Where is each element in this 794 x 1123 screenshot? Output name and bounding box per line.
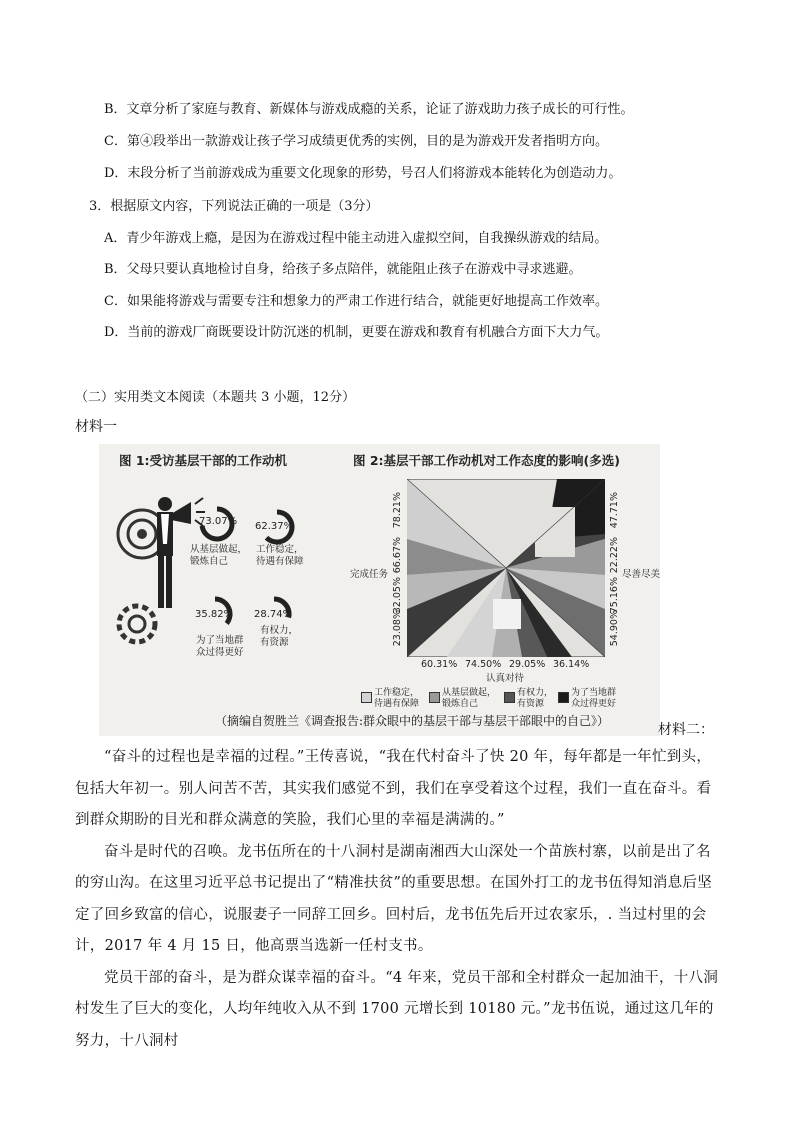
survey-figure — [99, 444, 660, 736]
fig2-right-value-1: 47.71% — [609, 492, 620, 529]
paragraph-3: 党员干部的奋斗，是为群众谋幸福的奋斗。“4 年来，党员干部和全村群众一起加油干，十八洞村发生了巨大的变化，人均年纯收入从不到 1700 元增长到 10180 元。”龙书伍说，通过这几年的努力，十八洞村 — [75, 969, 719, 1049]
q2-option-d: D．末段分析了当前游戏成为重要文化现象的形势，号召人们将游戏本能转化为创造动力。 — [104, 166, 622, 181]
legend-label-2: 从基层做起， 锻炼自己 — [442, 688, 497, 709]
figure1-gauges — [99, 444, 349, 736]
legend-label-3: 有权力， 有资源 — [517, 688, 554, 709]
fig2-bottom-value-3: 29.05% — [509, 659, 546, 670]
fig2-bottom-axis-label: 认真对待 — [486, 673, 525, 684]
q3-option-d: D．当前的游戏厂商既要设计防沉迷的机制，更要在游戏和教育有机融合方面下大力气。 — [104, 325, 609, 340]
fig2-left-value-4: 23.08% — [392, 610, 403, 647]
material1-label: 材料一 — [75, 419, 117, 435]
q3-option-c: C．如果能将游戏与需要专注和想象力的严肃工作进行结合，就能更好地提高工作效率。 — [104, 294, 608, 309]
fig2-left-value-1: 78.21% — [392, 492, 403, 529]
legend-label-4: 为了当地群 众过得更好 — [571, 688, 617, 709]
fig2-left-value-2: 66.67% — [392, 537, 403, 574]
figure1-caption-1: 从基层做起， 锻炼自己 — [190, 544, 248, 567]
fig2-bottom-value-2: 74.50% — [465, 659, 502, 670]
section-heading: （二）实用类文本阅读（本题共 3 小题，12分） — [75, 390, 356, 405]
fig2-right-value-3: 75.16% — [609, 577, 620, 614]
fig2-right-value-2: 22.22% — [609, 537, 620, 574]
fig2-right-axis-label: 尽善尽美 — [622, 569, 660, 580]
material2-body — [75, 742, 723, 1057]
figure1-pct-2: 62.37% — [255, 521, 294, 532]
legend-swatch-2 — [429, 692, 440, 703]
paragraph-1: “奋斗的过程也是幸福的过程。”王传喜说，“我在代村奋斗了快 20 年，每年都是一年忙到头，包括大年初一。别人问苦不苦，其实我们感觉不到，我们在享受着这个过程，我们一直在奋斗。看到群众期盼的目光和群众满意的笑脸，我们心里的幸福是满满的。” — [75, 749, 712, 828]
figure1-caption-3: 为了当地群 众过得更好 — [196, 635, 244, 658]
figure1-pct-4: 28.74% — [254, 609, 293, 620]
figure1-caption-4: 有权力， 有资源 — [260, 625, 299, 648]
figure2-title: 图 2:基层干部工作动机对工作态度的影响(多选) — [353, 453, 620, 468]
material2-label: 材料二： — [658, 722, 714, 738]
figure1-caption-2: 工作稳定， 待遇有保障 — [256, 544, 304, 567]
fig2-right-value-4: 54.90% — [609, 610, 620, 647]
fig2-bottom-value-1: 60.31% — [421, 659, 458, 670]
figure1-title: 图 1:受访基层干部的工作动机 — [119, 453, 288, 468]
legend-swatch-3 — [504, 692, 515, 703]
q3-option-a: A．青少年游戏上瘾，是因为在游戏过程中能主动进入虚拟空间，自我操纵游戏的结局。 — [104, 231, 608, 246]
fig2-left-value-3: 32.05% — [392, 577, 403, 614]
figure1-pct-1: 73.07% — [199, 516, 238, 527]
figure2-radial-chart — [407, 479, 605, 657]
legend-swatch-1 — [361, 692, 372, 703]
legend-label-1: 工作稳定， 待遇有保障 — [374, 688, 420, 709]
fig2-left-axis-label: 完成任务 — [350, 569, 389, 580]
q2-option-b: B．文章分析了家庭与教育、新媒体与游戏成瘾的关系，论证了游戏助力孩子成长的可行性。 — [104, 102, 634, 117]
fig2-bottom-value-4: 36.14% — [553, 659, 590, 670]
legend-swatch-4 — [558, 692, 569, 703]
figure-source-note: （摘编自贺胜兰《调查报告:群众眼中的基层干部与基层干部眼中的自己》） — [215, 714, 610, 728]
figure1-pct-3: 35.82% — [195, 609, 234, 620]
paragraph-2: 奋斗是时代的召唤。龙书伍所在的十八洞村是湖南湘西大山深处一个苗族村寨，以前是出了名的穷山沟。在这里习近平总书记提出了“精准扶贫”的重要思想。在国外打工的龙书伍得知消息后坚定了回乡致富的信心，说服妻子一同辞工回乡。回村后，龙书伍先后开过农家乐，. 当过村里的会计，2017 年 4 月 15 日，他高票当选新一任村支书。 — [75, 843, 713, 954]
q2-option-c: C．第④段举出一款游戏让孩子学习成绩更优秀的实例，目的是为游戏开发者指明方向。 — [104, 134, 608, 149]
q3-stem: 3．根据原文内容，下列说法正确的一项是（3分） — [89, 199, 379, 214]
q3-option-b: B．父母只要认真地检讨自身，给孩子多点陪伴，就能阻止孩子在游戏中寻求逃避。 — [104, 262, 582, 277]
